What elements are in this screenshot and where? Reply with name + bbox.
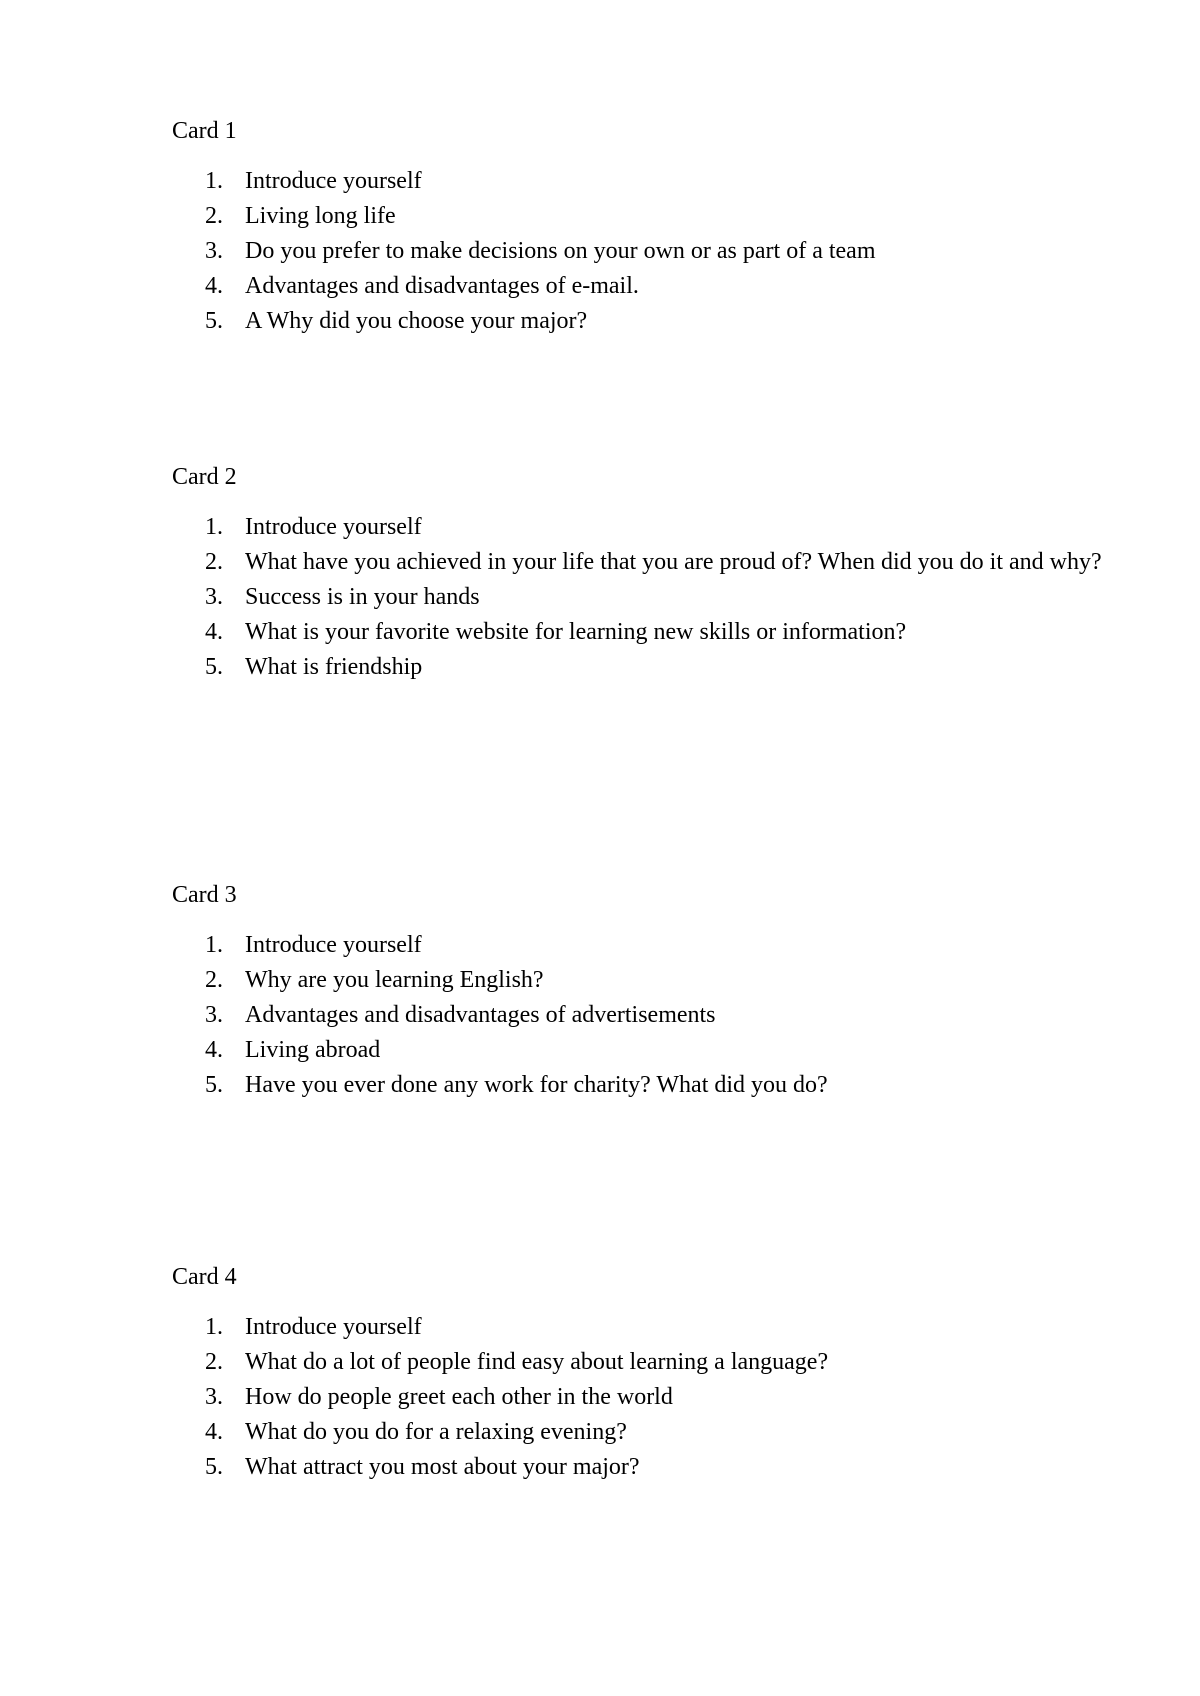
- question-text: What attract you most about your major?: [245, 1454, 640, 1480]
- question-number: 3.: [205, 1384, 223, 1410]
- question-number: 4.: [205, 273, 223, 299]
- card-4-section: [172, 1262, 1132, 1485]
- question-text: What have you achieved in your life that you are proud of? When did you do it and why?: [245, 549, 1102, 575]
- question-item: [172, 1345, 1132, 1380]
- question-item: [172, 928, 1132, 963]
- question-item: [172, 615, 1132, 650]
- question-text: Advantages and disadvantages of e-mail.: [245, 273, 639, 299]
- question-item: [172, 1415, 1132, 1450]
- question-text: A Why did you choose your major?: [245, 308, 588, 334]
- question-number: 1.: [205, 932, 223, 958]
- question-text: Why are you learning English?: [245, 967, 544, 993]
- question-text: Advantages and disadvantages of advertisements: [245, 1002, 716, 1028]
- question-text: Living abroad: [245, 1037, 381, 1063]
- question-list: [172, 510, 1132, 685]
- question-number: 2.: [205, 1349, 223, 1375]
- question-number: 5.: [205, 1072, 223, 1098]
- question-number: 1.: [205, 168, 223, 194]
- card-2-section: [172, 462, 1132, 685]
- question-item: [172, 1380, 1132, 1415]
- question-item: [172, 510, 1132, 545]
- card-title: Card 2: [172, 464, 237, 490]
- question-text: What is your favorite website for learning new skills or information?: [245, 619, 907, 645]
- question-text: What is friendship: [245, 654, 423, 680]
- question-text: Success is in your hands: [245, 584, 480, 610]
- question-item: [172, 304, 1132, 339]
- question-text: Introduce yourself: [245, 1314, 422, 1340]
- card-title: Card 3: [172, 882, 237, 908]
- question-text: Do you prefer to make decisions on your own or as part of a team: [245, 238, 876, 264]
- question-text: What do a lot of people find easy about learning a language?: [245, 1349, 829, 1375]
- question-item: [172, 545, 1132, 580]
- question-number: 3.: [205, 1002, 223, 1028]
- question-item: [172, 580, 1132, 615]
- question-number: 3.: [205, 238, 223, 264]
- question-list: [172, 164, 1132, 339]
- question-item: [172, 998, 1132, 1033]
- question-number: 5.: [205, 1454, 223, 1480]
- card-title: Card 4: [172, 1264, 237, 1290]
- question-text: Living long life: [245, 203, 396, 229]
- question-item: [172, 1450, 1132, 1485]
- question-item: [172, 234, 1132, 269]
- question-text: Introduce yourself: [245, 932, 422, 958]
- card-title: Card 1: [172, 118, 237, 144]
- question-item: [172, 269, 1132, 304]
- question-number: 3.: [205, 584, 223, 610]
- question-item: [172, 1310, 1132, 1345]
- question-text: Introduce yourself: [245, 168, 422, 194]
- question-number: 4.: [205, 619, 223, 645]
- question-text: What do you do for a relaxing evening?: [245, 1419, 627, 1445]
- question-item: [172, 650, 1132, 685]
- question-number: 2.: [205, 549, 223, 575]
- question-number: 4.: [205, 1419, 223, 1445]
- card-3-section: [172, 880, 1132, 1103]
- question-number: 2.: [205, 967, 223, 993]
- question-text: How do people greet each other in the world: [245, 1384, 673, 1410]
- question-item: [172, 1033, 1132, 1068]
- card-1-section: [172, 116, 1132, 339]
- question-number: 1.: [205, 514, 223, 540]
- question-item: [172, 164, 1132, 199]
- question-text: Introduce yourself: [245, 514, 422, 540]
- question-number: 2.: [205, 203, 223, 229]
- question-list: [172, 1310, 1132, 1485]
- question-list: [172, 928, 1132, 1103]
- question-item: [172, 199, 1132, 234]
- question-number: 1.: [205, 1314, 223, 1340]
- question-text: Have you ever done any work for charity? What did you do?: [245, 1072, 828, 1098]
- question-item: [172, 963, 1132, 998]
- question-number: 5.: [205, 308, 223, 334]
- question-number: 5.: [205, 654, 223, 680]
- question-item: [172, 1068, 1132, 1103]
- question-number: 4.: [205, 1037, 223, 1063]
